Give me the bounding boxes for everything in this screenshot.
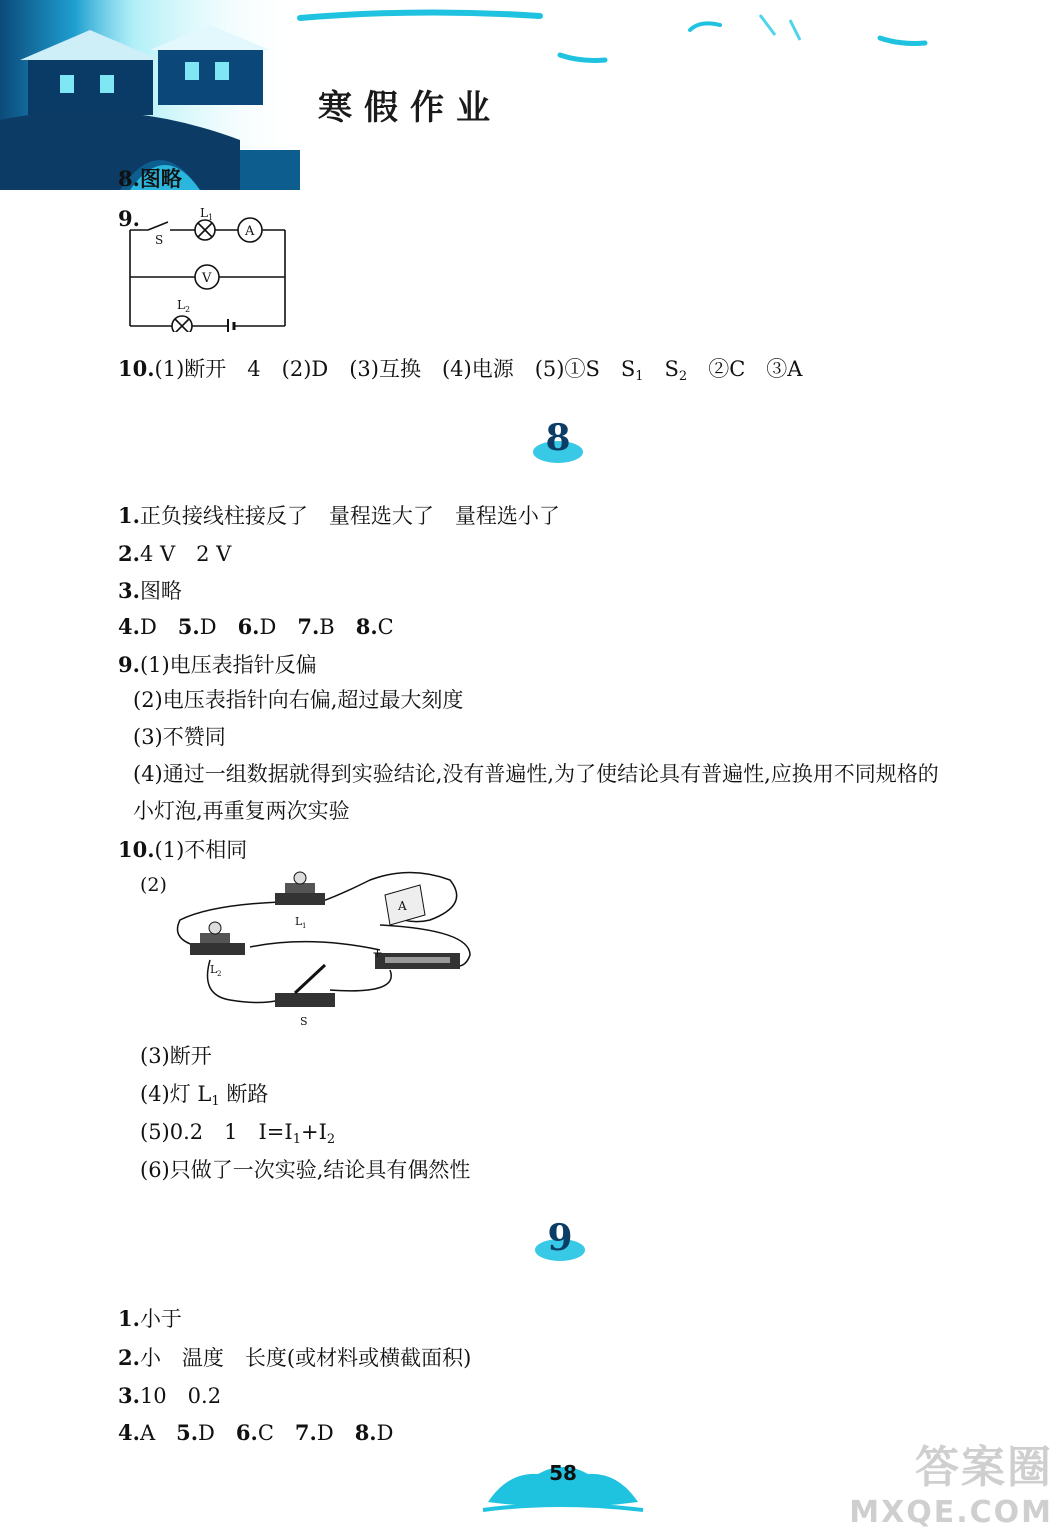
svg-text:2: 2 (185, 305, 191, 314)
answer-9-num: 9. (118, 206, 140, 231)
s8-answer-10-5: (5)0.2 1 $I=I_1+I_2$ (140, 1120, 336, 1147)
s9-answer-1: 1.小于 (118, 1306, 182, 1331)
svg-text:1: 1 (208, 213, 214, 222)
s8-answer-9-4a: (4)通过一组数据就得到实验结论,没有普遍性,为了使结论具有普遍性,应换用不同规格的 (133, 762, 939, 786)
svg-text:L: L (210, 963, 218, 976)
physical-circuit-figure (170, 865, 480, 1035)
section-badge-8 (528, 410, 588, 474)
svg-text:A: A (398, 899, 407, 913)
svg-text:1: 1 (302, 922, 307, 930)
section-badge-icon (530, 1210, 590, 1270)
watermark-en: MXQE.COM (849, 1495, 1053, 1530)
s9-answer-3: 3.10 0.2 (118, 1383, 222, 1408)
s8-answer-9-1: 9.(1)电压表指针反偏 (118, 652, 317, 677)
svg-text:2: 2 (217, 970, 222, 978)
ammeter-device (385, 885, 425, 925)
s8-answer-1: 1.正负接线柱接反了 量程选大了 量程选小了 (118, 503, 560, 528)
s8-answer-10-1: 10.(1)不相同 (118, 837, 248, 862)
s8-answer-9-4b: 小灯泡,再重复两次实验 (133, 799, 350, 823)
svg-text:L: L (295, 915, 303, 928)
s8-answer-9-3: (3)不赞同 (133, 725, 226, 749)
s8-answer-2: 2.4 V 2 V (118, 541, 232, 566)
s8-answer-4-8: 4.D 5.D 6.D 7.B 8.C (118, 614, 394, 639)
watermark-cn: 答案圈 (915, 1442, 1053, 1493)
lamp-l2-holder (190, 922, 245, 955)
answer-10: 10.(1)断开 4 (2)D (3)互换 (4)电源 (5)①S $S_1$ $S_2$ ②C ③A (118, 356, 803, 384)
s8-answer-10-2: (2) (140, 874, 167, 896)
page-number: 58 (549, 1461, 577, 1485)
section-badge-9 (530, 1210, 590, 1274)
switch-device (275, 965, 335, 1007)
section-badge-icon (528, 410, 588, 470)
page-title: 寒假作业 (318, 88, 502, 128)
s8-answer-10-6: (6)只做了一次实验,结论具有偶然性 (140, 1158, 471, 1182)
lamp-l1-label: L (200, 206, 208, 220)
switch-label: S (155, 233, 164, 247)
page-number-badge (478, 1452, 648, 1514)
lamp-l1-holder (275, 872, 325, 905)
answer-8: 8.图略 (118, 166, 182, 191)
s9-answer-2: 2.小 温度 长度(或材料或横截面积) (118, 1345, 472, 1370)
voltmeter-label: V (202, 271, 212, 286)
watermark (849, 1431, 1053, 1530)
s9-answer-4-8: 4.A 5.D 6.C 7.D 8.D (118, 1420, 394, 1445)
s8-answer-9-2: (2)电压表指针向右偏,超过最大刻度 (133, 688, 464, 712)
svg-text:9: 9 (547, 1217, 573, 1259)
svg-text:+: + (372, 946, 383, 961)
ammeter-label: A (245, 224, 255, 239)
s8-answer-10-4: (4)灯 $L_1$ 断路 (140, 1082, 269, 1109)
svg-text:S: S (300, 1015, 308, 1028)
svg-text:8: 8 (545, 417, 571, 459)
s8-answer-10-3: (3)断开 (140, 1044, 212, 1068)
lamp-l2-label: L (177, 298, 185, 312)
battery-device (375, 953, 460, 969)
s8-answer-3: 3.图略 (118, 578, 182, 603)
circuit-diagram-q9 (120, 200, 300, 332)
